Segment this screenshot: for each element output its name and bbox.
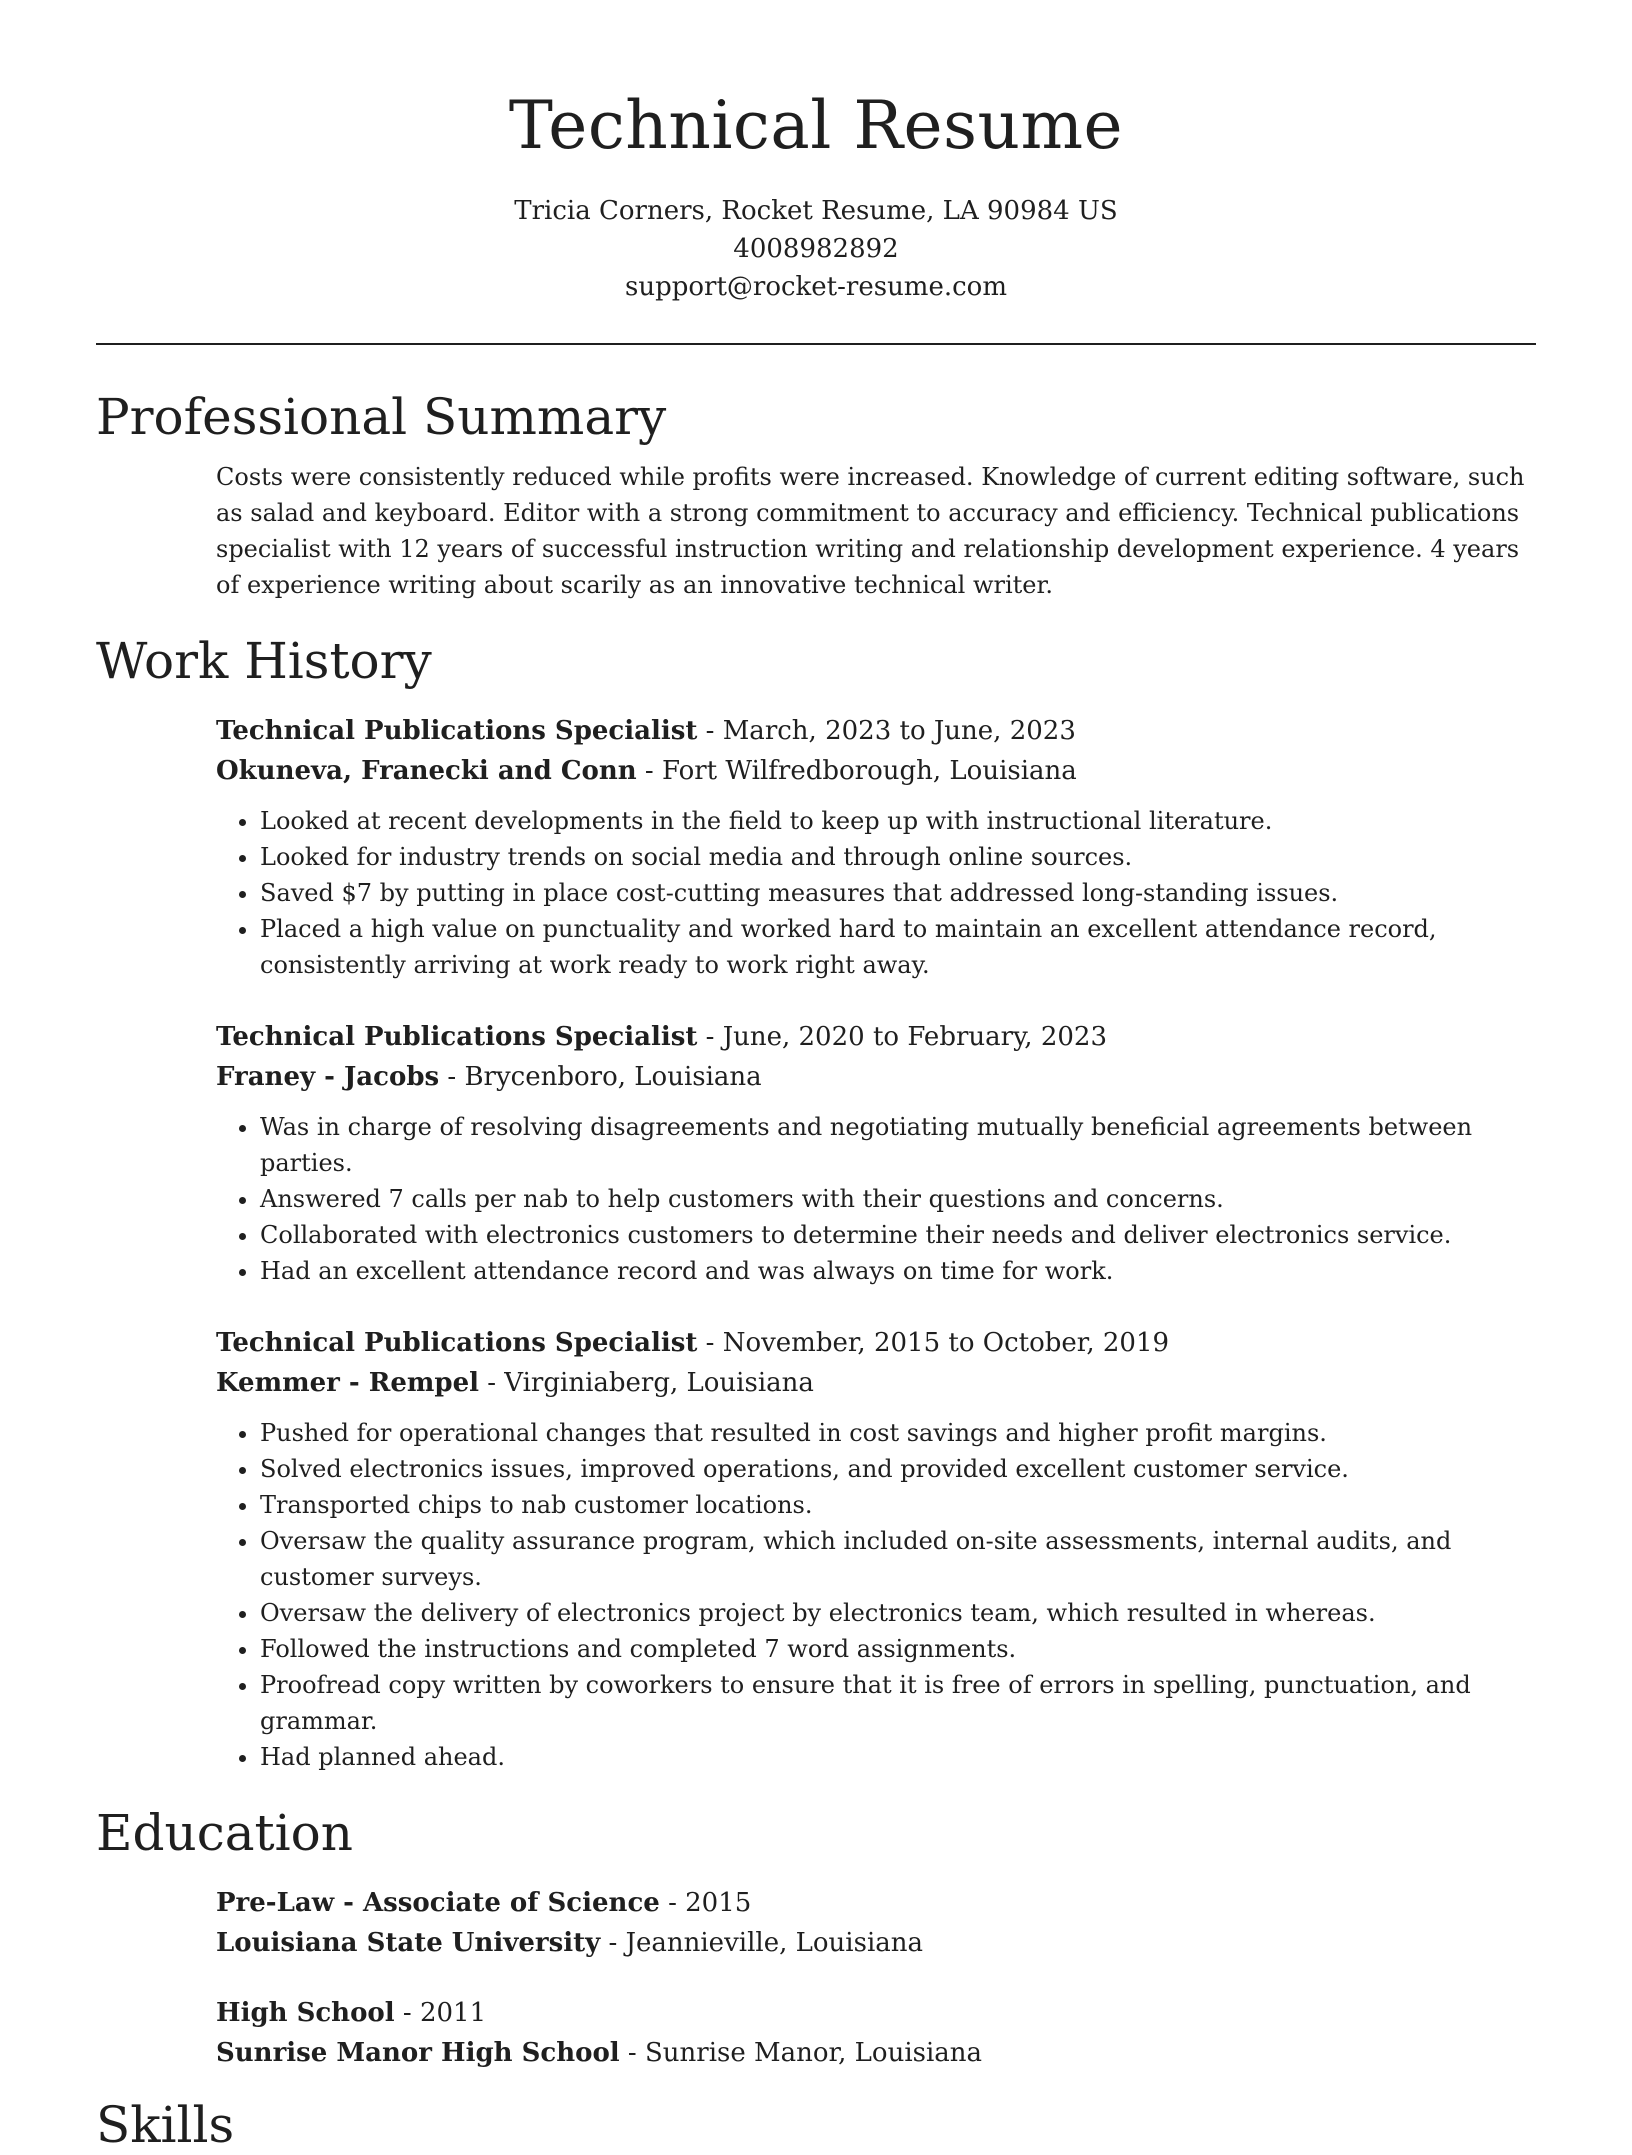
job-company-line — [216, 1057, 1536, 1097]
job-bullet: • Had planned ahead. — [260, 1739, 1536, 1775]
contact-info — [96, 192, 1536, 306]
job-bullet: • Collaborated with electronics customers to determine their needs and deliver electronics service. — [260, 1217, 1536, 1253]
education-school-line — [216, 2033, 1536, 2073]
education-school: Sunrise Manor High School — [216, 2038, 620, 2068]
job-bullet: • Transported chips to nab customer locations. — [260, 1487, 1536, 1523]
education-location: - Sunrise Manor, Louisiana — [619, 2038, 983, 2068]
skills-section — [96, 2095, 1536, 2155]
job-bullet: • Solved electronics issues, improved operations, and provided excellent customer service. — [260, 1451, 1536, 1487]
job-bullet: • Pushed for operational changes that resulted in cost savings and higher profit margins. — [260, 1415, 1536, 1451]
job-location: - Virginiaberg, Louisiana — [478, 1368, 814, 1398]
education-entry — [216, 1883, 1536, 1963]
contact-email: support@rocket-resume.com — [624, 272, 1007, 302]
job-bullets — [216, 1109, 1536, 1289]
job-company: Franey - Jacobs — [216, 1062, 440, 1092]
resume-page — [96, 0, 1536, 2155]
job-bullet: • Followed the instructions and completed 7 word assignments. — [260, 1631, 1536, 1667]
job-bullet: • Was in charge of resolving disagreements and negotiating mutually beneficial agreements between parties. — [260, 1109, 1536, 1181]
resume-title: Technical Resume — [508, 87, 1124, 164]
education-degree: High School — [216, 1998, 395, 2028]
summary-text: Costs were consistently reduced while profits were increased. Knowledge of current editing software, such as salad and keyboard. Editor with a strong commitment to accuracy and efficiency. Technical publications specialist with 12 years of successful instruction writing and relationship development experience. 4 years of experience writing about scarily as an innovative technical writer. — [216, 463, 1525, 599]
job-bullets — [216, 803, 1536, 983]
education-degree-line — [216, 1993, 1536, 2033]
education-section — [96, 1803, 1536, 2073]
job-dates: - November, 2015 to October, 2019 — [697, 1328, 1170, 1358]
job-title: Technical Publications Specialist — [216, 716, 698, 746]
job-entry — [216, 711, 1536, 983]
education-heading: Education — [96, 1804, 353, 1862]
job-entry — [216, 1323, 1536, 1775]
job-bullet: • Oversaw the delivery of electronics project by electronics team, which resulted in whereas. — [260, 1595, 1536, 1631]
job-bullet: • Placed a high value on punctuality and worked hard to maintain an excellent attendance record, consistently arriving at work ready to work right away. — [260, 911, 1536, 983]
job-company: Kemmer - Rempel — [216, 1368, 479, 1398]
job-bullet: • Looked at recent developments in the field to keep up with instructional literature. — [260, 803, 1536, 839]
job-bullet: • Had an excellent attendance record and was always on time for work. — [260, 1253, 1536, 1289]
job-bullets — [216, 1415, 1536, 1775]
job-company-line — [216, 1363, 1536, 1403]
job-dates: - March, 2023 to June, 2023 — [697, 716, 1076, 746]
job-bullet: • Proofread copy written by coworkers to ensure that it is free of errors in spelling, punctuation, and grammar. — [260, 1667, 1536, 1739]
job-entry — [216, 1017, 1536, 1289]
job-bullet: • Answered 7 calls per nab to help customers with their questions and concerns. — [260, 1181, 1536, 1217]
education-degree: Pre-Law - Associate of Science — [216, 1888, 660, 1918]
summary-heading: Professional Summary — [96, 388, 667, 446]
job-title: Technical Publications Specialist — [216, 1022, 698, 1052]
skills-heading: Skills — [96, 2096, 235, 2154]
job-bullet: • Saved $7 by putting in place cost-cutting measures that addressed long-standing issues. — [260, 875, 1536, 911]
resume-header — [96, 0, 1536, 306]
summary-section — [96, 387, 1536, 603]
education-school-line — [216, 1923, 1536, 1963]
work-history-heading: Work History — [96, 632, 432, 690]
education-location: - Jeannieville, Louisiana — [600, 1928, 924, 1958]
education-school: Louisiana State University — [216, 1928, 601, 1958]
contact-phone: 4008982892 — [733, 234, 899, 264]
job-title-line — [216, 1323, 1536, 1363]
job-title: Technical Publications Specialist — [216, 1328, 698, 1358]
job-company-line — [216, 751, 1536, 791]
work-history-section — [96, 631, 1536, 1775]
job-bullet: • Oversaw the quality assurance program, which included on-site assessments, internal audits, and customer surveys. — [260, 1523, 1536, 1595]
job-company: Okuneva, Franecki and Conn — [216, 756, 637, 786]
job-title-line — [216, 1017, 1536, 1057]
header-divider — [96, 343, 1536, 345]
job-location: - Fort Wilfredborough, Louisiana — [636, 756, 1077, 786]
job-title-line — [216, 711, 1536, 751]
job-dates: - June, 2020 to February, 2023 — [697, 1022, 1108, 1052]
education-entry — [216, 1993, 1536, 2073]
contact-address: Tricia Corners, Rocket Resume, LA 90984 US — [514, 196, 1118, 226]
education-year: - 2015 — [659, 1888, 752, 1918]
job-location: - Brycenboro, Louisiana — [439, 1062, 762, 1092]
education-year: - 2011 — [394, 1998, 487, 2028]
education-degree-line — [216, 1883, 1536, 1923]
job-bullet: • Looked for industry trends on social media and through online sources. — [260, 839, 1536, 875]
